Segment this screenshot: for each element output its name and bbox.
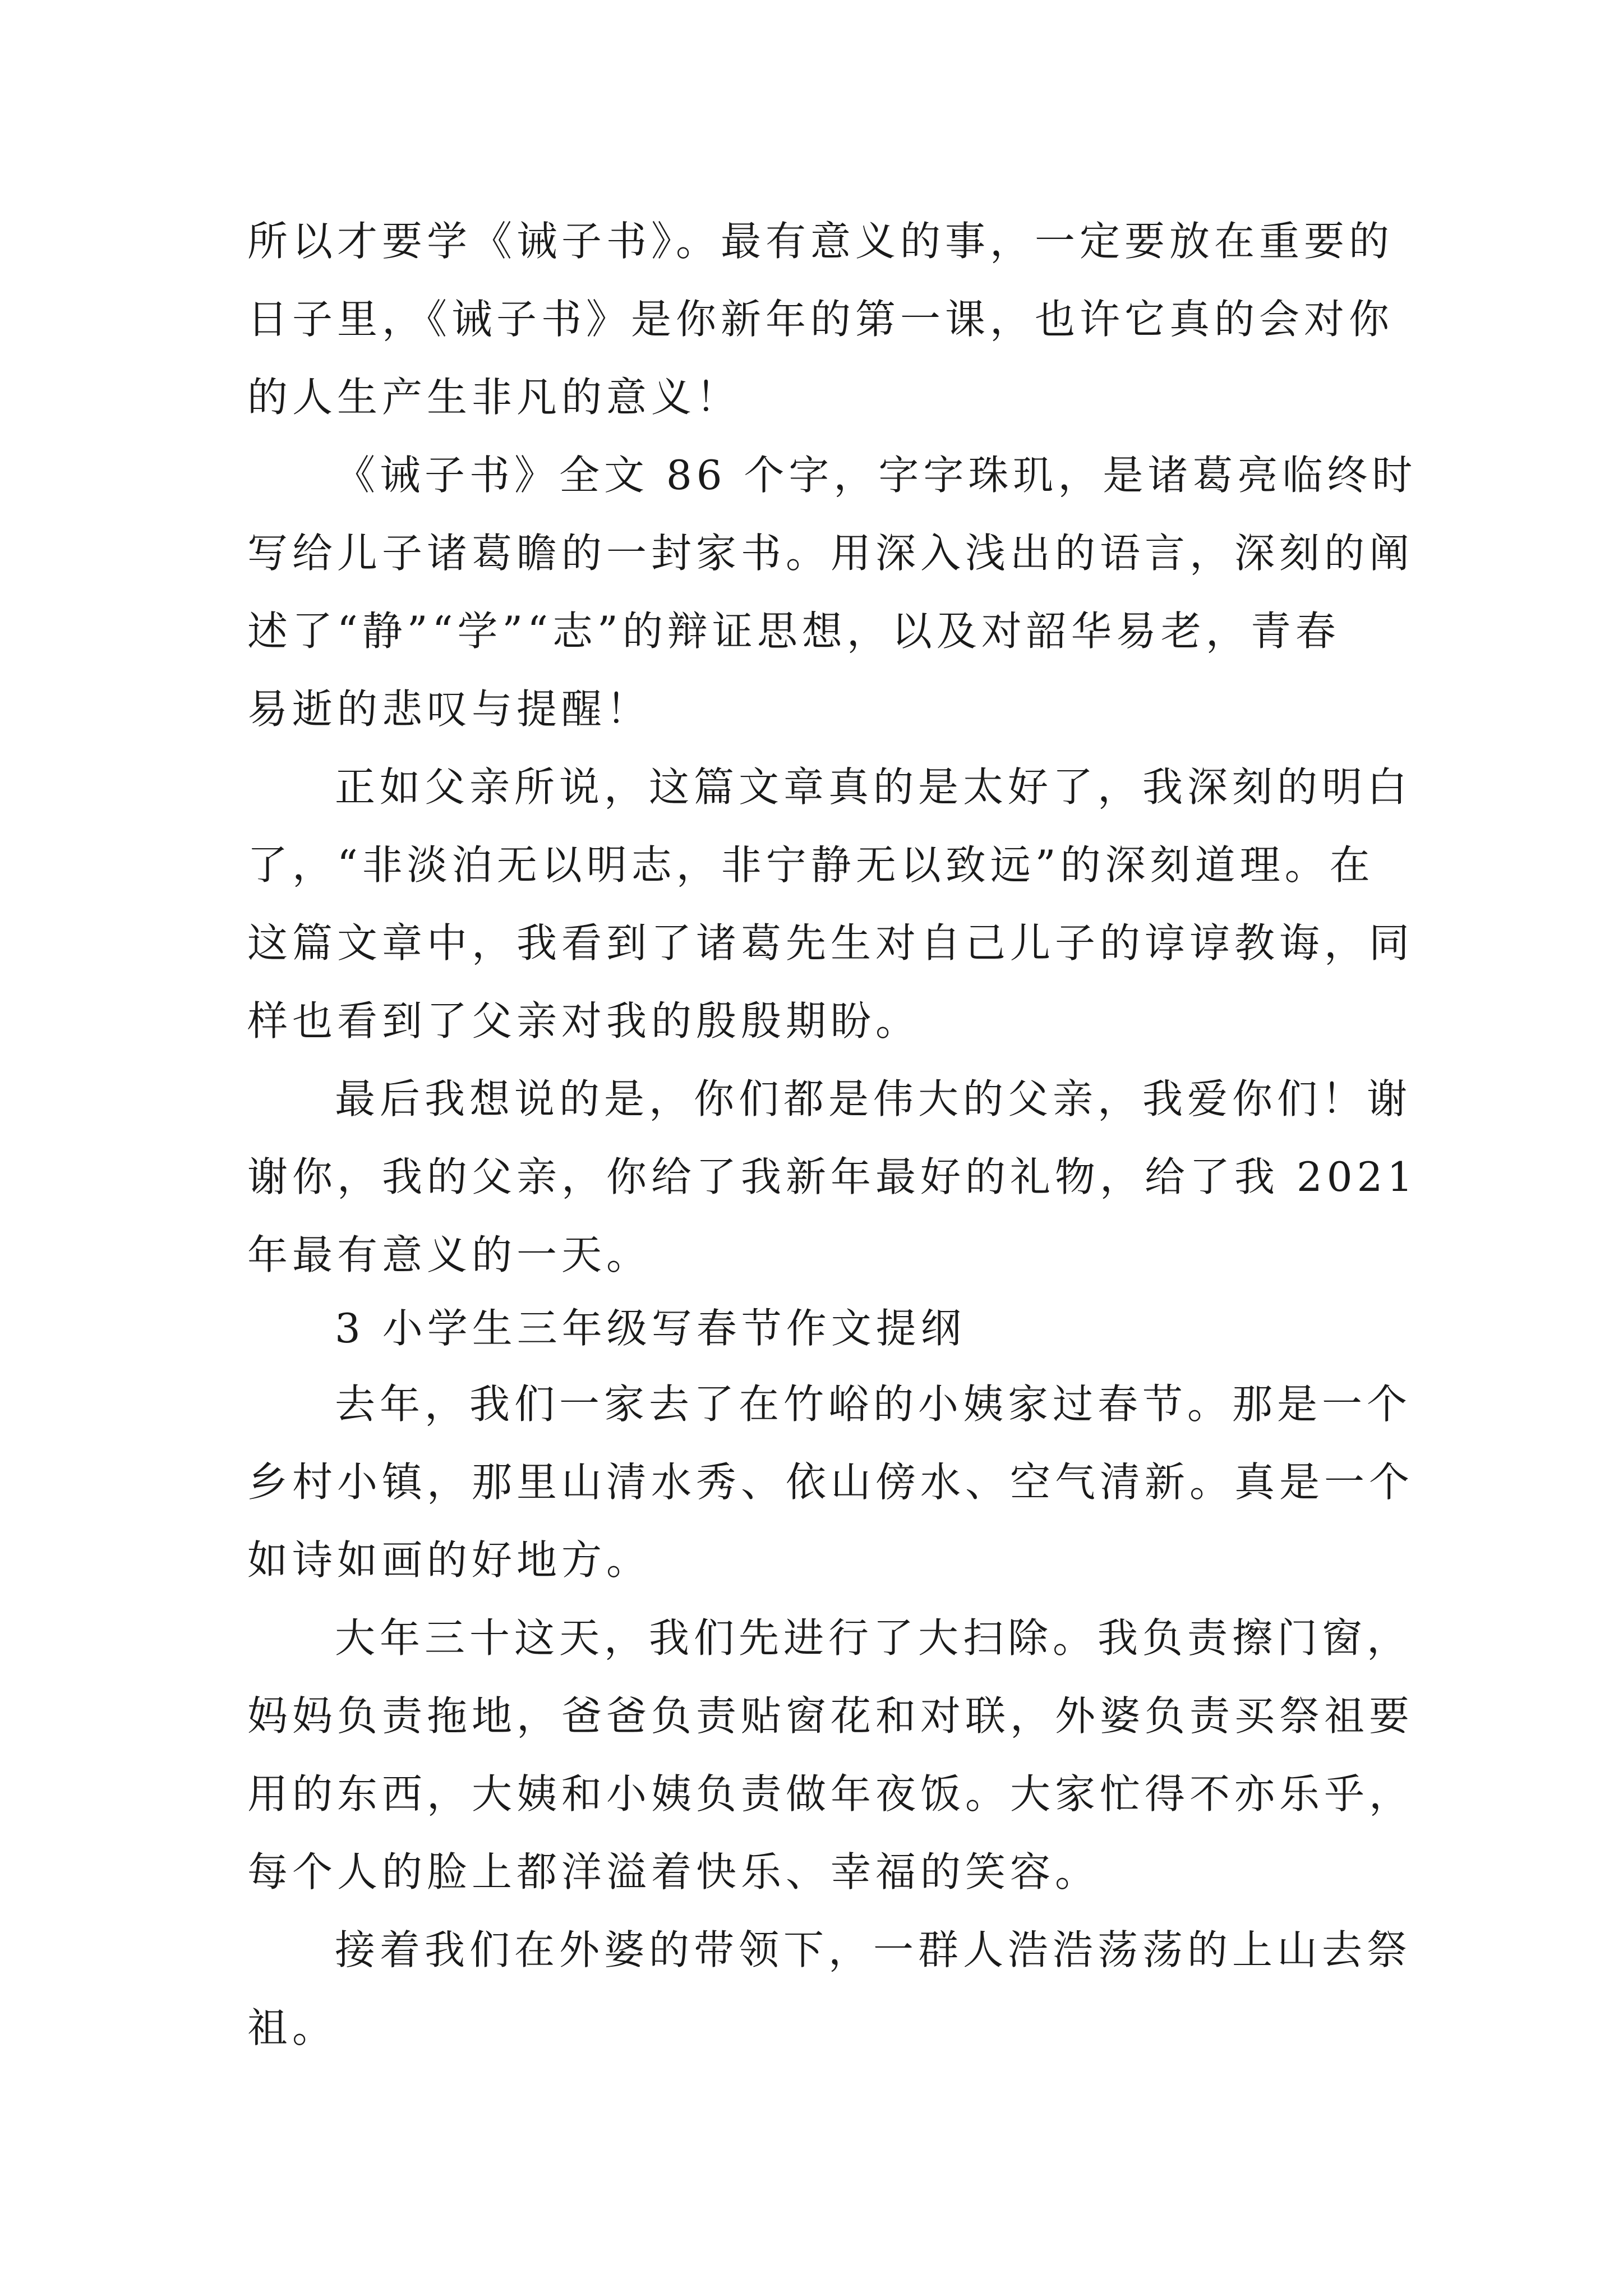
text-line: 年最有意义的一天。 [247,1231,652,1278]
text-line: 用的东西，大姨和小姨负责做年夜饭。大家忙得不亦乐乎， [247,1770,1414,1818]
text-line: 《诫子书》全文 86 个字，字字珠玑，是诸葛亮临终时 [335,452,1417,499]
text-line: 样也看到了父亲对我的殷殷期盼。 [247,997,921,1045]
text-line: 所以才要学《诫子书》。最有意义的事，一定要放在重要的 [247,218,1394,265]
text-line: 易逝的悲叹与提醒！ [247,685,652,733]
text-line: 祖。 [247,2004,338,2051]
text-line: 妈妈负责拖地，爸爸负责贴窗花和对联，外婆负责买祭祖要 [247,1692,1414,1740]
text-line: 谢你，我的父亲，你给了我新年最好的礼物，给了我 2021 [247,1153,1418,1200]
text-line: 接着我们在外婆的带领下，一群人浩浩荡荡的上山去祭 [335,1926,1412,1973]
text-line: 了，“非淡泊无以明志，非宁静无以致远”的深刻道理。在 [247,841,1375,889]
text-line: 日子里，《诫子书》是你新年的第一课，也许它真的会对你 [247,296,1394,343]
text-line: 正如父亲所说，这篇文章真的是太好了，我深刻的明白 [335,763,1412,811]
section-heading: 3 小学生三年级写春节作文提纲 [335,1305,966,1352]
text-line: 这篇文章中，我看到了诸葛先生对自己儿子的谆谆教诲，同 [247,919,1414,967]
text-line: 乡村小镇，那里山清水秀、依山傍水、空气清新。真是一个 [247,1458,1414,1506]
text-line: 述了“静”“学”“志”的辩证思想，以及对韶华易老，青春 [247,608,1340,655]
text-line: 写给儿子诸葛瞻的一封家书。用深入浅出的语言，深刻的阐 [247,530,1414,577]
text-line: 的人生产生非凡的意义！ [247,374,741,421]
text-line: 去年，我们一家去了在竹峪的小姨家过春节。那是一个 [335,1381,1412,1428]
text-line: 每个人的脸上都洋溢着快乐、幸福的笑容。 [247,1848,1100,1895]
text-line: 如诗如画的好地方。 [247,1536,652,1584]
text-line: 最后我想说的是，你们都是伟大的父亲，我爱你们！谢 [335,1075,1412,1122]
text-line: 大年三十这天，我们先进行了大扫除。我负责擦门窗， [335,1614,1412,1662]
